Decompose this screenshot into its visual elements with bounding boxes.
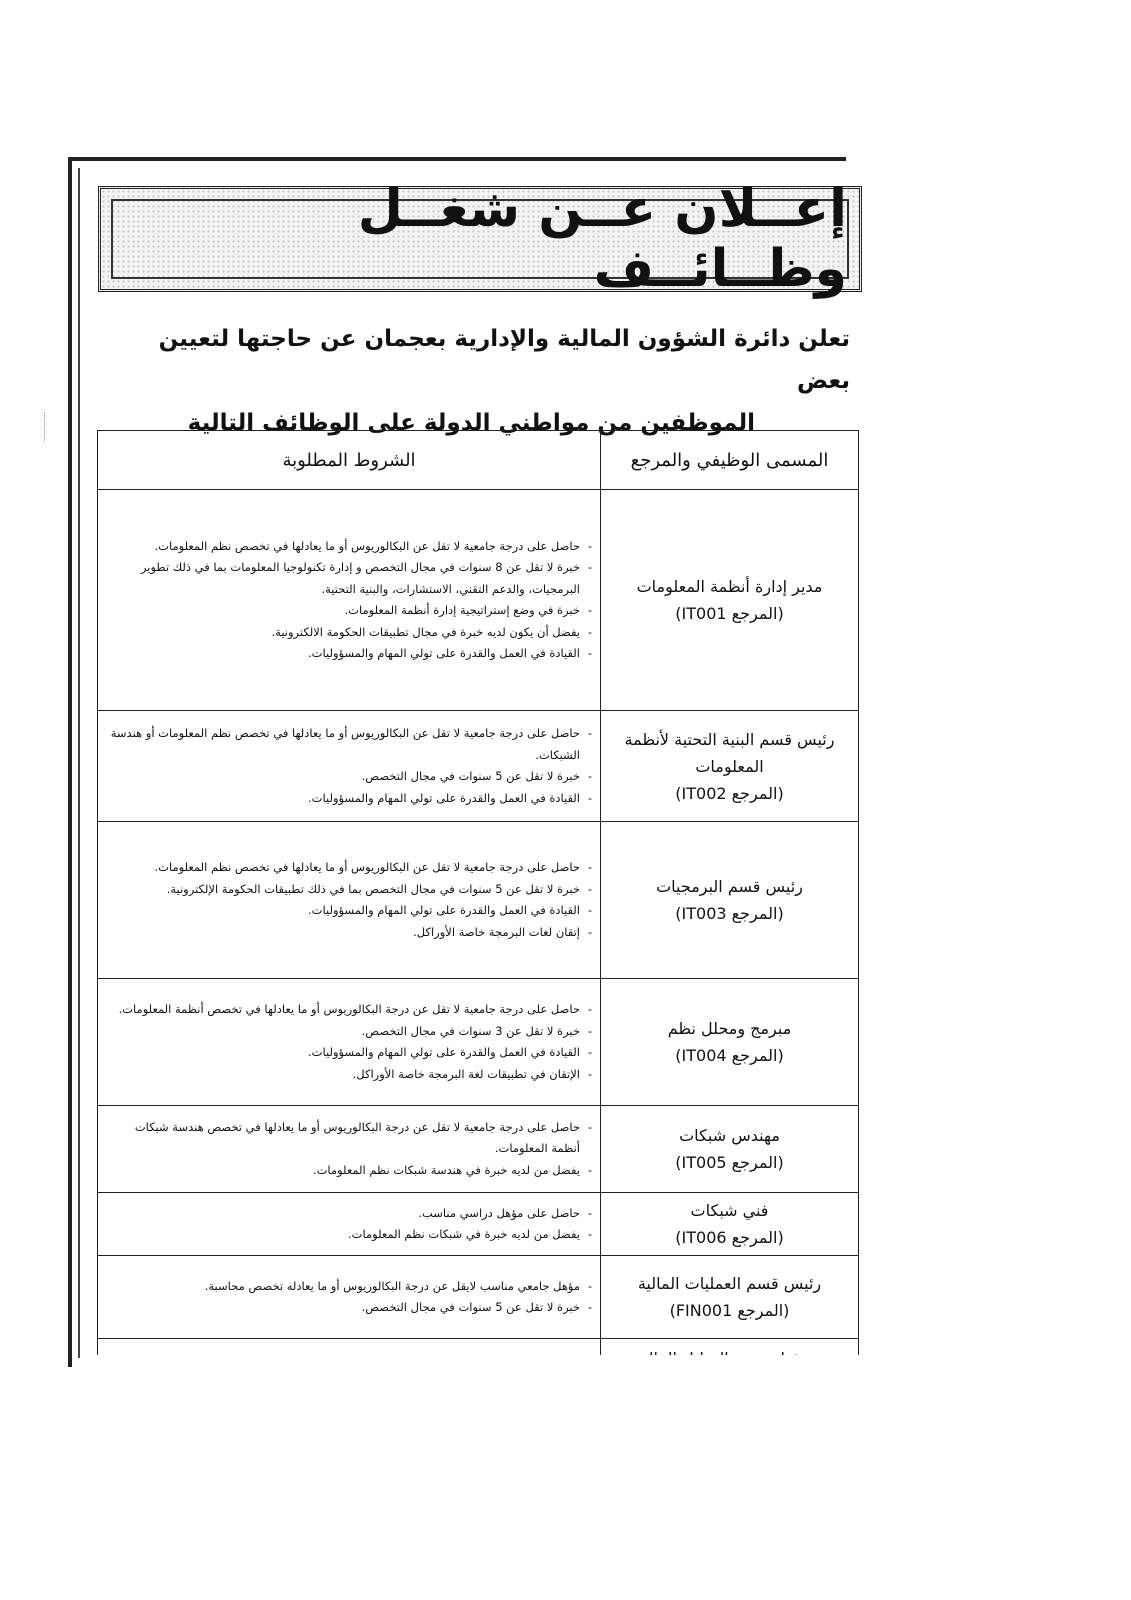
requirements-list	[104, 536, 592, 665]
requirement-item: - خبرة لا تقل عن 5 سنوات في مجال التخصص.	[104, 1297, 592, 1319]
requirements-list	[104, 1276, 592, 1319]
table-row	[98, 822, 859, 979]
requirements-list	[104, 1203, 592, 1246]
intro-line-2: الموظفين من مواطني الدولة على الوظائف التالية	[187, 410, 755, 436]
requirement-item: - خبرة لا تقل عن 8 سنوات في مجال التخصص و إدارة تكنولوجيا المعلومات بما في ذلك تطوير البرمجيات، والدعم التقني، الاستشارات، والبنية التحتية.	[104, 557, 592, 600]
frame-inner-border	[78, 168, 80, 1358]
table-row	[98, 1256, 859, 1339]
intro-paragraph	[110, 318, 850, 444]
jobs-table	[97, 430, 859, 1469]
table-row	[98, 1106, 859, 1193]
requirement-item: - القيادة في العمل والقدرة على تولي المهام والمسؤوليات.	[104, 900, 592, 922]
requirement-item: - القيادة في العمل والقدرة على تولي المهام والمسؤوليات.	[104, 788, 592, 810]
requirement-item: - خبرة لا تقل عن 3 سنوات في مجال التخصص.	[104, 1021, 592, 1043]
requirements-list	[104, 999, 592, 1085]
requirements-cell	[98, 1106, 601, 1193]
job-title: مهندس شبكات	[679, 1126, 780, 1145]
job-title: مدير إدارة أنظمة المعلومات	[636, 577, 823, 596]
job-ref: (المرجع IT004)	[675, 1046, 784, 1065]
page-cutoff	[90, 1355, 870, 1600]
job-title: مبرمج ومحلل نظم	[667, 1019, 792, 1038]
table-header-row	[98, 431, 859, 490]
page-title: إعــلان عــن شغــل وظــائــف	[357, 179, 847, 299]
title-banner-inner	[111, 179, 849, 299]
title-banner	[98, 179, 862, 299]
requirement-item: - مؤهل جامعي مناسب لايقل عن درجة البكالوريوس أو ما يعادله تخصص محاسبة.	[104, 1276, 592, 1298]
requirement-item: - يفضل أن يكون لديه خبرة في مجال تطبيقات الحكومة الالكترونية.	[104, 622, 592, 644]
scan-artifact	[44, 412, 48, 442]
requirement-item: - حاصل على درجة جامعية لا تقل عن درجة البكالوريوس أو ما يعادلها في تخصص أنظمة المعلومات.	[104, 999, 592, 1021]
job-ref: (المرجع IT003)	[675, 904, 784, 923]
requirements-cell	[98, 979, 601, 1106]
job-title: رئيس قسم العمليات المالية	[637, 1274, 822, 1293]
requirement-item: - الإتقان في تطبيقات لغة البرمجة خاصة الأوراكل.	[104, 1064, 592, 1086]
requirements-cell	[98, 490, 601, 711]
job-ref: (المرجع IT001)	[675, 604, 784, 623]
job-title-cell	[601, 1193, 859, 1256]
requirements-list	[104, 857, 592, 943]
table-row	[98, 490, 859, 711]
requirement-item: - حاصل على درجة جامعية لا تقل عن البكالوريوس أو ما يعادلها في تخصص نظم المعلومات.	[104, 857, 592, 879]
job-ref: (المرجع IT005)	[675, 1153, 784, 1172]
header-requirements: الشروط المطلوبة	[98, 431, 601, 490]
requirements-list	[104, 723, 592, 809]
job-title-cell	[601, 711, 859, 822]
requirements-cell	[98, 822, 601, 979]
requirement-item: - خبرة لا تقل عن 5 سنوات في مجال التخصص بما في ذلك تطبيقات الحكومة الإلكترونية.	[104, 879, 592, 901]
job-title-cell	[601, 490, 859, 711]
requirements-cell	[98, 1256, 601, 1339]
requirement-item: - حاصل على درجة جامعية لا تقل عن درجة البكالوريوس أو ما يعادلها في تخصص هندسة شبكات أنظمة المعلومات.	[104, 1117, 592, 1160]
requirement-item: - إتقان لغات البرمجة خاصة الأوراكل.	[104, 922, 592, 944]
job-title-cell	[601, 822, 859, 979]
requirements-cell	[98, 1193, 601, 1256]
job-title-cell	[601, 1256, 859, 1339]
requirements-cell	[98, 711, 601, 822]
requirement-item: - حاصل على مؤهل دراسي مناسب.	[104, 1203, 592, 1225]
requirement-item: - يفضل من لديه خبرة في هندسة شبكات نظم المعلومات.	[104, 1160, 592, 1182]
table-row	[98, 711, 859, 822]
intro-line-1: تعلن دائرة الشؤون المالية والإدارية بعجمان عن حاجتها لتعيين بعض	[158, 326, 850, 394]
requirement-item: - حاصل على درجة جامعية لا تقل عن البكالوريوس أو ما يعادلها في تخصص نظم المعلومات.	[104, 536, 592, 558]
job-ref: (المرجع IT002)	[675, 783, 784, 803]
job-title: رئيس قسم البنية التحتية لأنظمة المعلومات	[624, 729, 835, 776]
requirement-item: - خبرة في وضع إستراتيجية إدارة أنظمة المعلومات.	[104, 600, 592, 622]
requirement-item: - خبرة لا تقل عن 5 سنوات في مجال التخصص.	[104, 766, 592, 788]
requirement-item: - القيادة في العمل والقدرة على تولي المهام والمسؤوليات.	[104, 1042, 592, 1064]
requirement-item: - القيادة في العمل والقدرة على تولي المهام والمسؤوليات.	[104, 643, 592, 665]
job-title-cell	[601, 979, 859, 1106]
requirements-list	[104, 1117, 592, 1182]
job-ref: (المرجع IT006)	[675, 1228, 784, 1247]
requirement-item: - يفضل من لديه خبرة في شبكات نظم المعلومات.	[104, 1224, 592, 1246]
requirement-item: - حاصل على درجة جامعية لا تقل عن البكالوريوس أو ما يعادلها في تخصص نظم المعلومات أو هندسة الشبكات.	[104, 723, 592, 766]
job-title-cell	[601, 1106, 859, 1193]
table-row	[98, 1193, 859, 1256]
job-title: فني شبكات	[690, 1201, 769, 1220]
job-ref: (المرجع FIN001)	[669, 1301, 790, 1320]
header-job-title: المسمى الوظيفي والمرجع	[601, 431, 859, 490]
table-row	[98, 979, 859, 1106]
job-title: رئيس قسم البرمجيات	[656, 877, 803, 896]
